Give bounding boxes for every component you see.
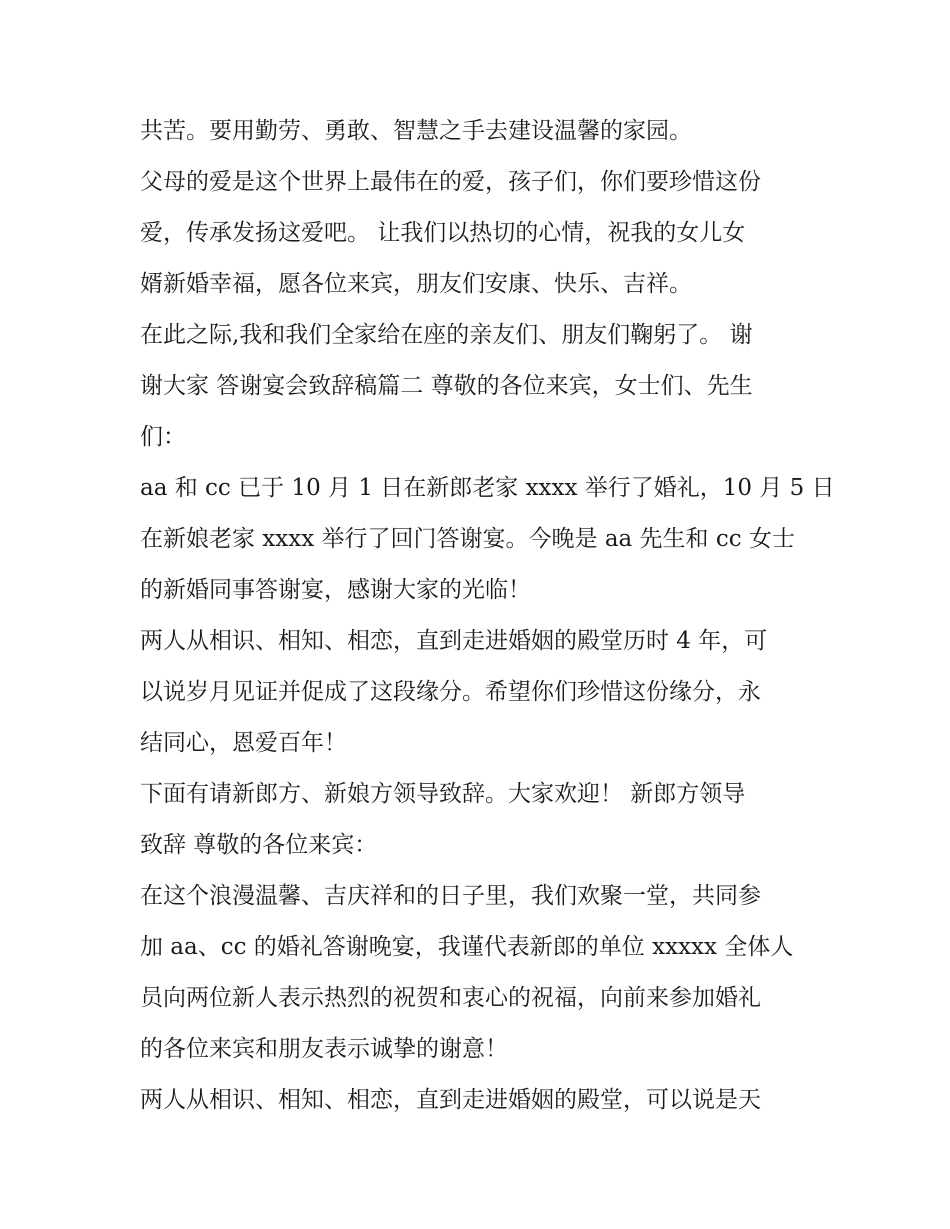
paragraph — [140, 106, 820, 157]
document-body — [140, 106, 835, 1126]
paragraph — [140, 463, 835, 616]
text-line: 在新娘老家 xxxx 举行了回门答谢宴。今晚是 aa 先生和 cc 女士 — [140, 526, 795, 552]
text-line: 爱，传承发扬这爱吧。 让我们以热切的心情，祝我的女儿女 — [140, 220, 746, 246]
text-line: 谢大家 答谢宴会致辞稿篇二 尊敬的各位来宾，女士们、先生 — [140, 373, 753, 399]
paragraph — [140, 769, 820, 871]
text-line: 以说岁月见证并促成了这段缘分。希望你们珍惜这份缘分，永 — [140, 679, 761, 705]
text-line: 的各位来宾和朋友表示诚挚的谢意！ — [140, 1036, 508, 1062]
text-line: 父母的爱是这个世界上最伟在的爱，孩子们，你们要珍惜这份 — [140, 169, 761, 195]
text-line: 在此之际,我和我们全家给在座的亲友们、朋友们鞠躬了。 谢 — [140, 322, 753, 348]
text-line: 在这个浪漫温馨、吉庆祥和的日子里，我们欢聚一堂，共同参 — [140, 883, 761, 909]
paragraph — [140, 310, 820, 463]
text-line: 婿新婚幸福，愿各位来宾，朋友们安康、快乐、吉祥。 — [140, 271, 692, 297]
text-line: 员向两位新人表示热烈的祝贺和衷心的祝福，向前来参加婚礼 — [140, 985, 761, 1011]
paragraph — [140, 1075, 820, 1126]
text-line: 共苦。要用勤劳、勇敢、智慧之手去建设温馨的家园。 — [140, 118, 692, 144]
text-line: 加 aa、cc 的婚礼答谢晚宴，我谨代表新郎的单位 xxxxx 全体人 — [140, 934, 794, 960]
text-line: 下面有请新郎方、新娘方领导致辞。大家欢迎！ 新郎方领导 — [140, 781, 746, 807]
text-line: 两人从相识、相知、相恋，直到走进婚姻的殿堂，可以说是天 — [140, 1087, 761, 1113]
paragraph — [140, 616, 820, 769]
text-line: 们： — [140, 424, 186, 450]
text-line: 致辞 尊敬的各位来宾： — [140, 832, 378, 858]
text-line: 结同心，恩爱百年！ — [140, 730, 347, 756]
text-line: 的新婚同事答谢宴，感谢大家的光临！ — [140, 577, 531, 603]
paragraph — [140, 871, 820, 1075]
text-line: 两人从相识、相知、相恋，直到走进婚姻的殿堂历时 4 年，可 — [140, 628, 768, 654]
text-line: aa 和 cc 已于 10 月 1 日在新郎老家 xxxx 举行了婚礼，10 月 5 日 — [140, 475, 835, 501]
paragraph — [140, 157, 820, 310]
